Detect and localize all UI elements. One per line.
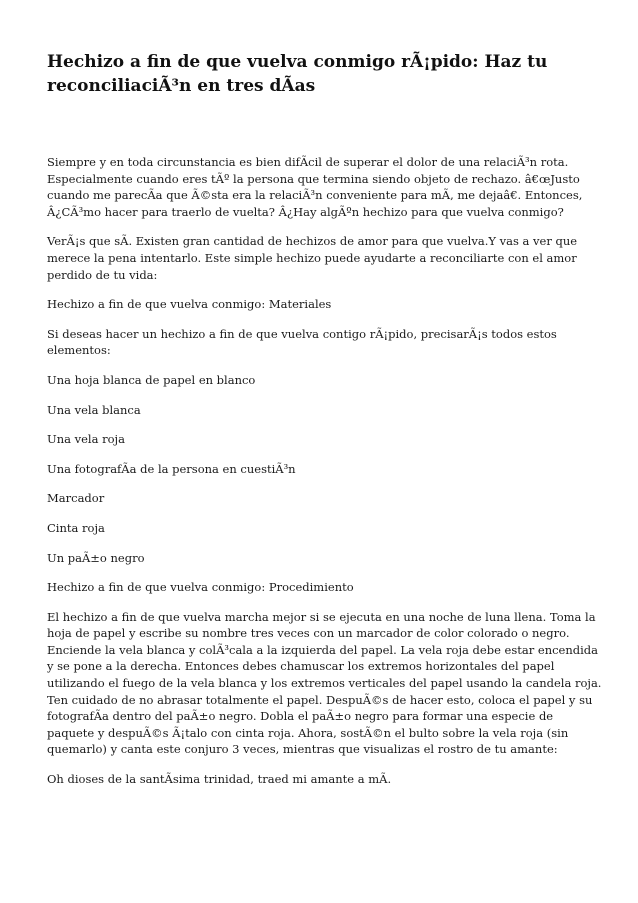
document-title: Hechizo a fin de que vuelva conmigo rÃ¡pido: Haz tu reconciliaciÃ³n en tres dÃas xyxy=(47,52,548,96)
paragraph-intro: Siempre y en toda circunstancia es bien difÃcil de superar el dolor de una relaciÃ³n rota. Especialmente cuando eres tÃº la persona que termina siendo objeto de rechazo. â€œJusto cuando me parecÃa que Ã©sta era la relaciÃ³n conveniente para mÃ, me dejaâ€. Entonces, Â¿CÃ³mo hacer para traerlo de vuelta? Â¿Hay algÃºn hechizo para que vuelva conmigo? xyxy=(47,155,583,219)
section-heading-materials: Hechizo a fin de que vuelva conmigo: Materiales xyxy=(47,297,332,312)
material-item: Cinta roja xyxy=(47,520,105,535)
material-item: Una fotografÃa de la persona en cuestiÃ³n xyxy=(47,461,296,476)
paragraph-incantation: Oh dioses de la santÃsima trinidad, traed mi amante a mÃ. xyxy=(47,772,392,787)
section-heading-procedure: Hechizo a fin de que vuelva conmigo: Procedimiento xyxy=(47,580,354,595)
material-item: Una vela roja xyxy=(47,432,125,447)
paragraph-answer: VerÃ¡s que sÃ. Existen gran cantidad de hechizos de amor para que vuelva.Y vas a ver que merece la pena intentarlo. Este simple hechizo puede ayudarte a reconciliarte con el amor perdido de tu vida: xyxy=(47,234,578,282)
document-body xyxy=(47,154,603,788)
material-item: Una vela blanca xyxy=(47,402,141,417)
material-item: Un paÃ±o negro xyxy=(47,550,145,565)
paragraph-materials-intro: Si deseas hacer un hechizo a fin de que vuelva contigo rÃ¡pido, precisarÃ¡s todos estos elementos: xyxy=(47,326,557,358)
material-item: Marcador xyxy=(47,491,105,506)
paragraph-procedure: El hechizo a fin de que vuelva marcha mejor si se ejecuta en una noche de luna llena. Toma la hoja de papel y escribe su nombre tres veces con un marcador de color colorado o negro. Enciende la vela blanca y colÃ³cala a la izquierda del papel. La vela roja debe estar encendida y se pone a la derecha. Entonces debes chamuscar los extremos horizontales del papel utilizando el fuego de la vela blanca y los extremos verticales del papel usando la candela roja. Ten cuidado de no abrasar totalmente el papel. DespuÃ©s de hacer esto, coloca el papel y su fotografÃa dentro del paÃ±o negro. Dobla el paÃ±o negro para formar una especie de paquete y despuÃ©s Ã¡talo con cinta roja. Ahora, sostÃ©n el bulto sobre la vela roja (sin quemarlo) y canta este conjuro 3 veces, mientras que visualizas el rostro de tu amante: xyxy=(47,609,602,757)
document-page xyxy=(47,50,603,801)
material-item: Una hoja blanca de papel en blanco xyxy=(47,372,256,387)
